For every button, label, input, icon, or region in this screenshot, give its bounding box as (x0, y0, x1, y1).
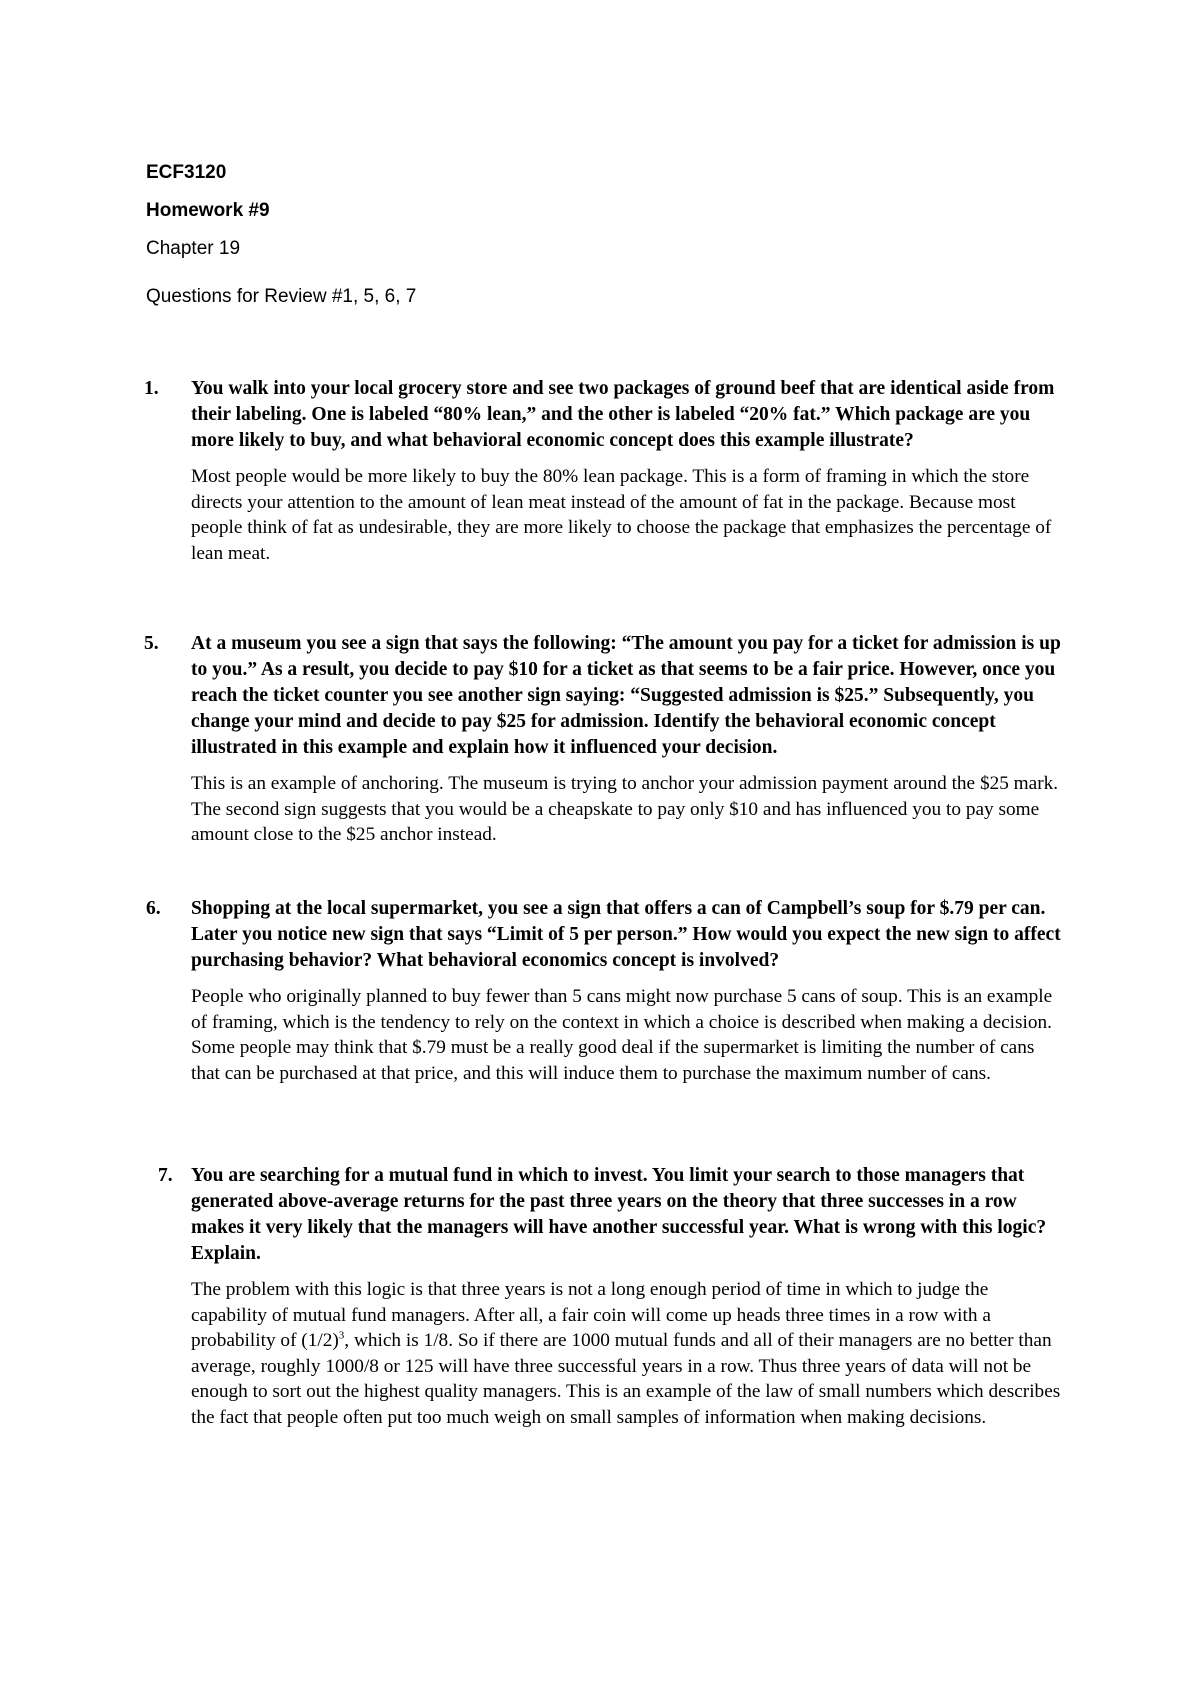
question-text: Shopping at the local supermarket, you see a sign that offers a can of Campbell’s soup for $.79 per can. Later you notice new sign that says “Limit of 5 per person.” How would you expect the new sign to affect purchasing behavior? What behavioral economics concept is involved? (191, 898, 1061, 971)
answer-text (191, 1277, 1064, 1430)
question-number: 7. (158, 1165, 173, 1186)
question-number: 1. (144, 378, 159, 399)
answer-text-part: , which is 1/8. So if there are 1000 mutual funds and all of their managers are no better than average, roughly 1000/8 or 125 will have three successful years in a row. Thus three years of data will not be enough to sort out the highest quality managers. This is an example of the law of small numbers which describes the fact that people often put too much weigh on small samples of information when making decisions. (191, 1330, 1061, 1428)
answer-text: This is an example of anchoring. The museum is trying to anchor your admission payment around the $25 mark. The second sign suggests that you would be a cheapskate to pay only $10 and has influenced you to pay some amount close to the $25 anchor instead. (191, 773, 1059, 845)
answer-text-part: The problem with this logic is that three years is not a long enough period of time in which to judge the capability of mutual fund managers. After all, a fair coin will come up heads three times in a row with a probability of (1/2) (191, 1279, 991, 1351)
answer-text: People who originally planned to buy fewer than 5 cans might now purchase 5 cans of soup. This is an example of framing, which is the tendency to rely on the context in which a choice is described when making a decision. Some people may think that $.79 must be a really good deal if the supermarket is limiting the number of cans that can be purchased at that price, and this will induce them to purchase the maximum number of cans. (191, 986, 1053, 1084)
exponent: 3 (338, 1329, 345, 1342)
review-questions-list: Questions for Review #1, 5, 6, 7 (146, 286, 417, 307)
question-number: 6. (146, 898, 161, 919)
question-text: At a museum you see a sign that says the following: “The amount you pay for a ticket for admission is up to you.” As a result, you decide to pay $10 for a ticket as that seems to be a fair price. However, once you reach the ticket counter you see another sign saying: “Suggested admission is $25.” Subsequently, you change your mind and decide to pay $25 for admission. Identify the behavioral economic concept illustrated in this example and explain how it influenced your decision. (191, 633, 1061, 758)
question-block-1 (144, 376, 1064, 566)
question-text: You are searching for a mutual fund in which to invest. You limit your search to those managers that generated above-average returns for the past three years on the theory that three successes in a row makes it very likely that the managers will have another successful year. What is wrong with this logic? Explain. (191, 1165, 1047, 1264)
question-block-7 (144, 1163, 1064, 1430)
question-text: You walk into your local grocery store and see two packages of ground beef that are identical aside from their labeling. One is labeled “80% lean,” and the other is labeled “20% fat.” Which package are you more likely to buy, and what behavioral economic concept does this example illustrate? (191, 378, 1055, 451)
course-code: ECF3120 (146, 162, 227, 183)
question-block-5 (144, 631, 1064, 848)
question-block-6 (144, 896, 1064, 1086)
homework-title: Homework #9 (146, 200, 270, 221)
answer-text: Most people would be more likely to buy the 80% lean package. This is a form of framing in which the store directs your attention to the amount of lean meat instead of the amount of fat in the package. Because most people think of fat as undesirable, they are more likely to choose the package that emphasizes the percentage of lean meat. (191, 466, 1052, 564)
chapter-label: Chapter 19 (146, 238, 241, 259)
question-number: 5. (144, 633, 159, 654)
